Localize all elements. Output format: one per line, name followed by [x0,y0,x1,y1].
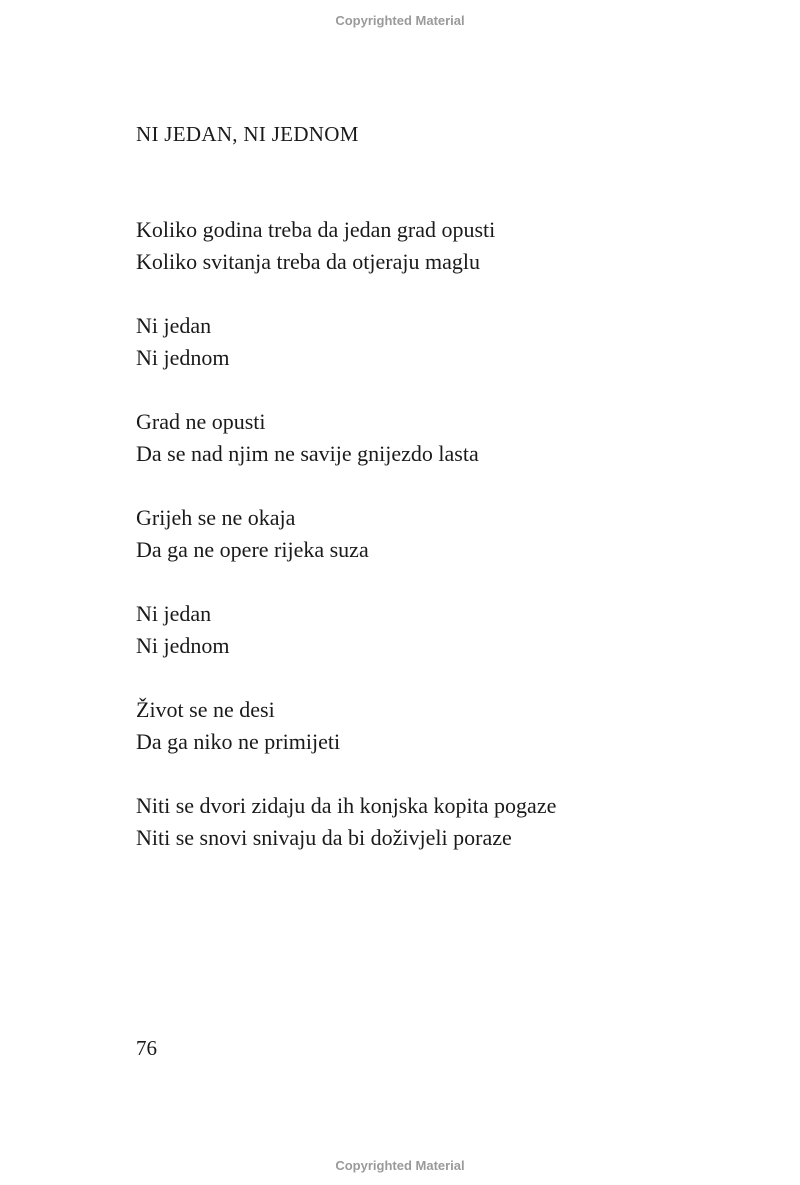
stanza-7 [136,790,736,854]
page-number: 76 [136,1036,157,1060]
copyright-header: Copyrighted Material [335,13,465,28]
poem-line: Da ga niko ne primijeti [136,729,341,754]
stanza-1 [136,214,736,278]
poem-line: Koliko godina treba da jedan grad opusti [136,217,496,242]
stanza-3 [136,406,736,470]
poem-line: Koliko svitanja treba da otjeraju maglu [136,249,480,274]
poem-line: Grijeh se ne okaja [136,505,296,530]
stanza-5 [136,598,736,662]
poem-line: Grad ne opusti [136,409,266,434]
poem-title: NI JEDAN, NI JEDNOM [136,122,359,146]
stanza-6 [136,694,736,758]
poem-line: Ni jednom [136,633,230,658]
copyright-footer: Copyrighted Material [335,1158,465,1173]
poem-line: Niti se dvori zidaju da ih konjska kopita pogaze [136,793,557,818]
poem-line: Ni jednom [136,345,230,370]
poem-line: Ni jedan [136,313,212,338]
poem-line: Niti se snovi snivaju da bi doživjeli poraze [136,825,512,850]
poem-line: Da ga ne opere rijeka suza [136,537,369,562]
stanza-4 [136,502,736,566]
poem-line: Ni jedan [136,601,212,626]
poem-body [136,214,736,886]
poem-line: Život se ne desi [136,697,275,722]
stanza-2 [136,310,736,374]
poem-line: Da se nad njim ne savije gnijezdo lasta [136,441,479,466]
